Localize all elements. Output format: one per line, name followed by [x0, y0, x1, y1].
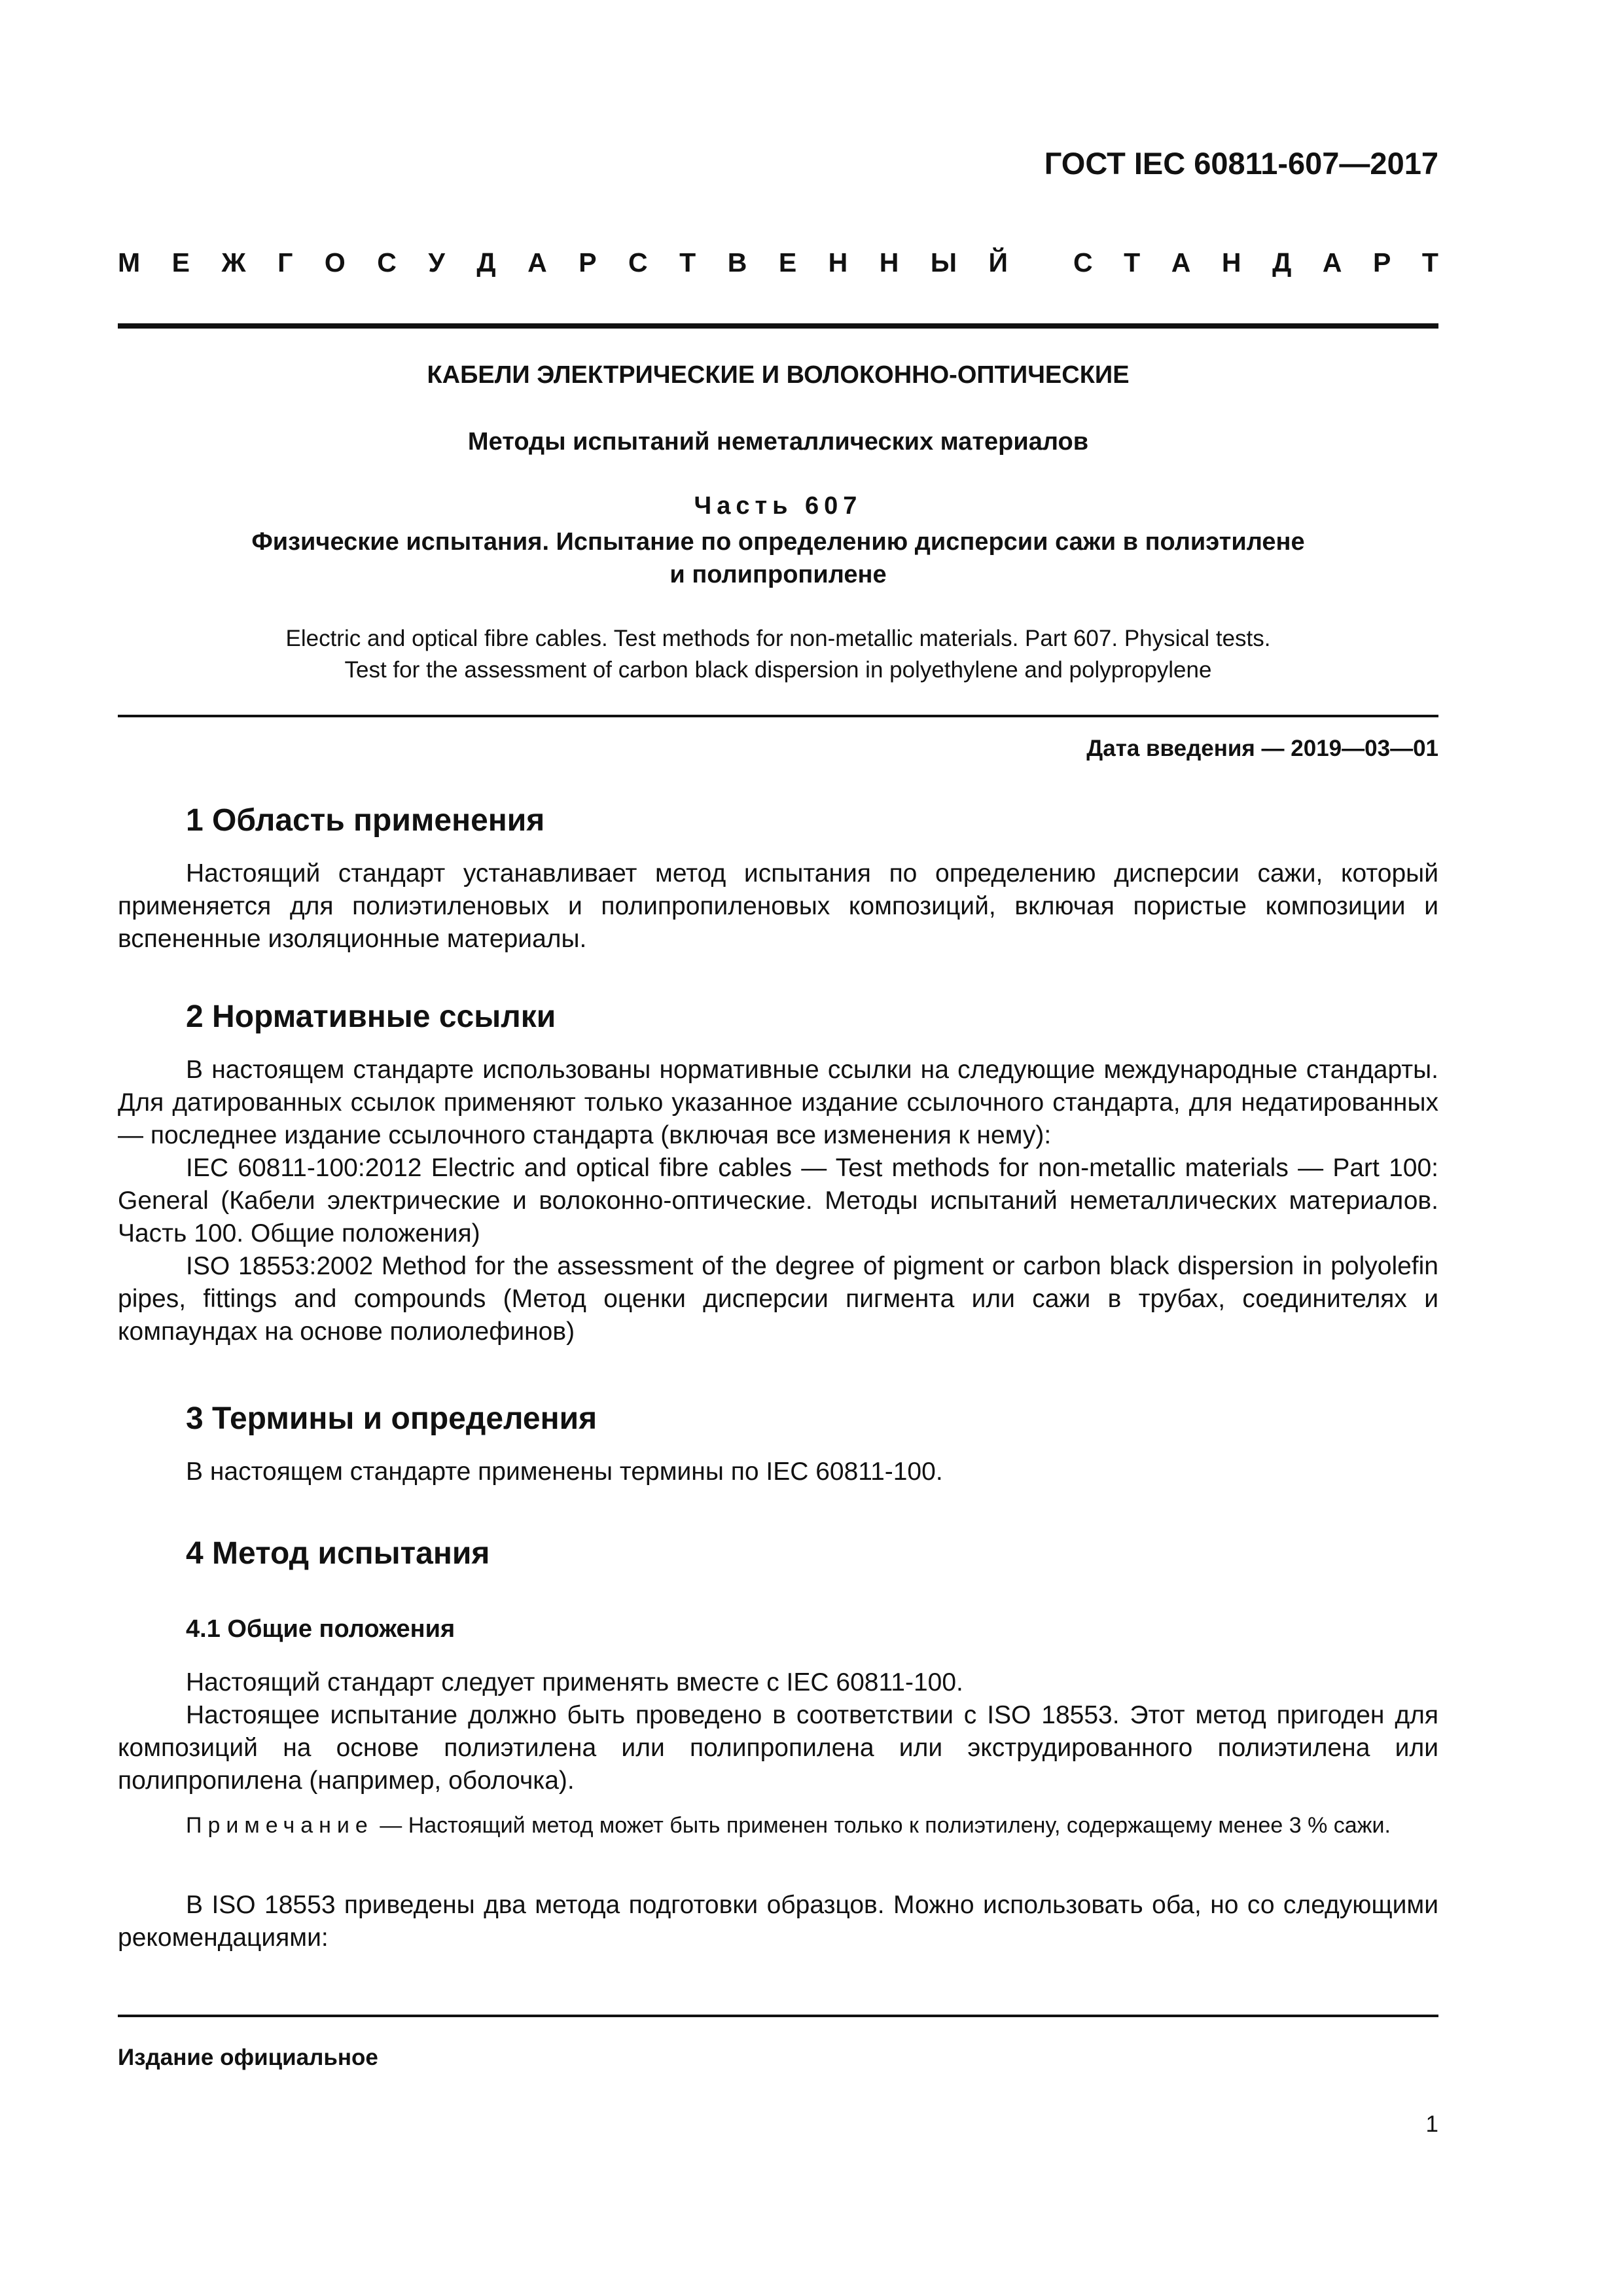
paragraph: В настоящем стандарте применены термины по IEC 60811-100. [186, 1458, 943, 1486]
banner-letter: Н [828, 247, 848, 278]
banner-letter: Й [988, 247, 1008, 278]
banner-letter: Р [579, 247, 597, 278]
banner-letter: М [118, 247, 141, 278]
banner-letter: Г [277, 247, 293, 278]
footer-divider [118, 2015, 1438, 2017]
banner-letter: Е [778, 247, 797, 278]
banner-letter: Т [1421, 247, 1438, 278]
banner-letter: Ж [221, 247, 246, 278]
subsection-4-1-body [118, 1666, 1438, 1797]
banner-letter: С [1073, 247, 1093, 278]
section-2-heading: 2 Нормативные ссылки [186, 999, 556, 1034]
reference-iec-60811-100: IEC 60811-100:2012 Electric and optical fibre cables — Test methods for non-metallic materials — Part 100: General (Кабели электрические и волоконно-оптические. Методы испытаний неметаллических материалов. Часть 100. Общие положения) [118, 1154, 1438, 1247]
section-1-heading: 1 Область применения [186, 803, 545, 838]
banner-letter: У [428, 247, 445, 278]
banner-letter: Д [476, 247, 496, 278]
document-title: КАБЕЛИ ЭЛЕКТРИЧЕСКИЕ И ВОЛОКОННО-ОПТИЧЕСКИЕ [427, 361, 1130, 389]
banner-letter: Н [1221, 247, 1241, 278]
banner-letter: О [324, 247, 346, 278]
note-text: — Настоящий метод может быть применен только к полиэтилену, содержащему менее 3 % сажи. [373, 1813, 1391, 1838]
banner-letter: Ы [930, 247, 957, 278]
banner-letter: Д [1272, 247, 1292, 278]
paragraph: В настоящем стандарте использованы нормативные ссылки на следующие международные стандарты. Для датированных ссылок применяют только указанное издание ссылочного стандарта, для недатированных — последнее издание ссылочного стандарта (включая все изменения к нему): [118, 1056, 1438, 1149]
banner-letter: Т [1124, 247, 1141, 278]
banner-letter: Т [679, 247, 696, 278]
note-label: Примечание [186, 1813, 374, 1838]
section-1-body [118, 857, 1438, 956]
banner-word-standard [1073, 247, 1438, 278]
document-subtitle [118, 526, 1438, 591]
section-2-body [118, 1054, 1438, 1348]
section-4-heading: 4 Метод испытания [186, 1536, 490, 1571]
banner-letter: С [377, 247, 397, 278]
reference-iso-18553: ISO 18553:2002 Method for the assessment of the degree of pigment or carbon black dispersion in polyolefin pipes, fittings and compounds (Метод оценки дисперсии пигмента или сажи в трубах, соединителях и компаундах на основе полиолефинов) [118, 1252, 1438, 1346]
paragraph: Настоящий стандарт устанавливает метод испытания по определению дисперсии сажи, который применяется для полиэтиленовых и полипропиленовых композиций, включая пористые композиции и вспененные изоляционные материалы. [118, 859, 1438, 953]
document-code: ГОСТ IEC 60811-607—2017 [1044, 146, 1438, 181]
title-divider [118, 715, 1438, 717]
banner-letter: Р [1372, 247, 1391, 278]
paragraph: Настоящий стандарт следует применять вместе с IEC 60811-100. [186, 1668, 963, 1696]
banner-letter: А [1171, 247, 1191, 278]
document-methods-title: Методы испытаний неметаллических материалов [467, 428, 1089, 456]
introduction-date: Дата введения — 2019—03—01 [1086, 736, 1438, 761]
banner-letter: С [628, 247, 648, 278]
section-3-body [118, 1456, 1438, 1488]
interstate-standard-banner [118, 247, 1438, 278]
banner-word-interstate [118, 247, 1008, 278]
subtitle-line: Физические испытания. Испытание по определению дисперсии сажи в полиэтилене [251, 528, 1305, 556]
official-edition-label: Издание официальное [118, 2045, 378, 2070]
banner-letter: В [727, 247, 747, 278]
subtitle-line: и полипропилене [669, 561, 887, 588]
banner-letter: Н [879, 247, 899, 278]
paragraph: В ISO 18553 приведены два метода подготовки образцов. Можно использовать оба, но со следующими рекомендациями: [118, 1891, 1438, 1952]
english-title-line: Test for the assessment of carbon black dispersion in polyethylene and polypropylene [344, 657, 1212, 683]
paragraph: Настоящее испытание должно быть проведено в соответствии с ISO 18553. Этот метод пригоден для композиций на основе полиэтилена или полипропилена или экструдированного полиэтилена или полипропилена (например, оболочка). [118, 1701, 1438, 1795]
document-part-number: Часть 607 [694, 492, 863, 520]
subsection-4-1-heading: 4.1 Общие положения [186, 1615, 455, 1643]
banner-letter: А [527, 247, 547, 278]
header-divider [118, 323, 1438, 329]
section-3-heading: 3 Термины и определения [186, 1401, 597, 1436]
page-number: 1 [1425, 2111, 1438, 2137]
subsection-4-1-body-continued [118, 1889, 1438, 1954]
banner-letter: Е [171, 247, 190, 278]
english-title [118, 623, 1438, 686]
note-block [118, 1810, 1438, 1840]
banner-letter: А [1322, 247, 1342, 278]
english-title-line: Electric and optical fibre cables. Test methods for non-metallic materials. Part 607. Physical tests. [285, 626, 1271, 651]
